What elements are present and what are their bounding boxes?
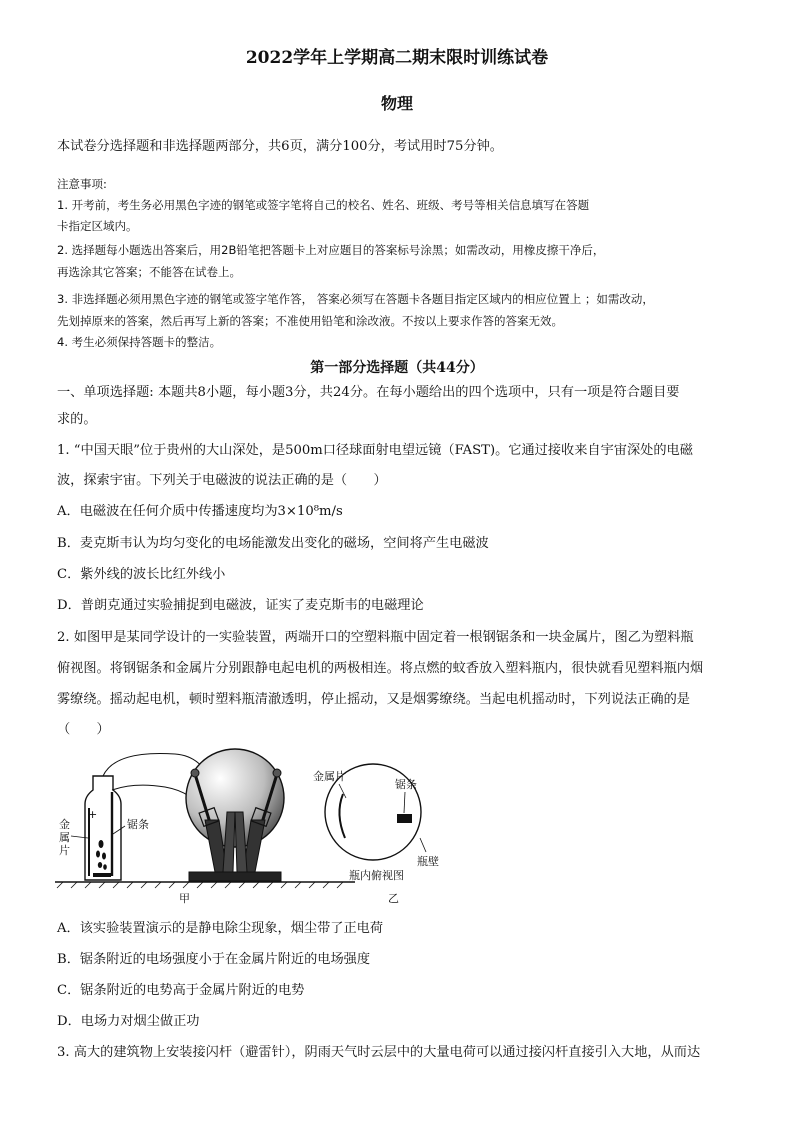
section-heading: 第一部分选择题（共44分）: [310, 360, 484, 376]
plastic-bottle: [85, 776, 121, 880]
q1-option-c: C．紫外线的波长比红外线小: [57, 567, 226, 582]
saw-leader-line: [113, 826, 125, 834]
label-top-view: 瓶内俯视图: [349, 869, 404, 882]
q3-stem: 3. 高大的建筑物上安装接闪杆（避雷针），阴雨天气时云层中的大量电荷可以通过接闪杆直接引入大地，从而达: [57, 1045, 701, 1060]
note-4: 4. 考生必须保持答题卡的整洁。: [57, 335, 222, 349]
saw-right-leader: [404, 792, 405, 813]
note-1a: 1. 开考前，考生务必用黑色字迹的钢笔或签字笔将自己的校名、姓名、班级、考号等相关信息填写在答题: [57, 198, 590, 212]
label-saw-right: 锯条: [395, 778, 417, 791]
q2-stem-2: 俯视图。将钢锯条和金属片分别跟静电起电机的两极相连。将点燃的蚊香放入塑料瓶内，很快就看见塑料瓶内烟: [57, 661, 704, 676]
exam-title: 2022学年上学期高二期末限时训练试卷: [245, 48, 549, 68]
q2-option-c: C．锯条附近的电势高于金属片附近的电势: [57, 983, 305, 998]
q1-option-b: B．麦克斯韦认为均匀变化的电场能激发出变化的磁场，空间将产生电磁波: [57, 536, 489, 551]
note-1b: 卡指定区域内。: [57, 219, 138, 233]
q2-stem-3: 雾缭绕。摇动起电机，顿时塑料瓶清澈透明，停止摇动，又是烟雾缭绕。当起电机摇动时，下列说法正确的是: [57, 692, 690, 707]
generator-base: [189, 872, 281, 881]
q2-option-d: D．电场力对烟尘做正功: [57, 1014, 200, 1029]
note-2b: 再选涂其它答案；不能答在试卷上。: [57, 265, 241, 279]
mosquito-coil-smoke: [96, 840, 107, 870]
top-view-saw-blade: [397, 814, 412, 823]
part1-instruction-cont: 求的。: [57, 412, 97, 427]
q2-option-a: A．该实验装置演示的是静电除尘现象，烟尘带了正电荷: [57, 921, 384, 936]
label-metal-char-1: 金: [59, 818, 70, 831]
exam-intro: 本试卷分选择题和非选择题两部分，共6页，满分100分，考试用时75分钟。: [57, 139, 503, 154]
label-metal-char-2: 属: [59, 831, 70, 844]
q2-option-b: B．锯条附近的电场强度小于在金属片附近的电场强度: [57, 952, 371, 967]
label-metal-right: 金属片: [313, 770, 346, 783]
part1-instruction: 一、单项选择题: 本题共8小题，每小题3分，共24分。在每小题给出的四个选项中，只有一项是符合题目要: [57, 385, 680, 400]
q1-option-a: A．电磁波在任何介质中传播速度均为3×10⁸m/s: [57, 504, 343, 519]
notes-heading: 注意事项:: [57, 177, 107, 191]
plus-sign: +: [88, 808, 98, 821]
note-2a: 2. 选择题每小题选出答案后，用2B铅笔把答题卡上对应题目的答案标号涂黑；如需改动，用橡皮擦干净后，: [57, 243, 605, 257]
q1-option-d: D．普朗克通过实验捕捉到电磁波，证实了麦克斯韦的电磁理论: [57, 598, 424, 613]
q2-stem-4: （ ）: [57, 722, 110, 737]
left-terminal-ball: [191, 769, 199, 777]
label-wall: 瓶壁: [417, 855, 439, 868]
ground-hatching: [57, 882, 343, 888]
caption-yi: 乙: [388, 892, 399, 905]
experiment-figure: [55, 742, 445, 907]
q1-stem-cont: 波，探索宇宙。下列关于电磁波的说法正确的是（ ）: [57, 473, 387, 488]
label-saw-left: 锯条: [127, 818, 149, 831]
caption-jia: 甲: [179, 892, 190, 905]
coil-base: [93, 873, 111, 877]
note-3a: 3. 非选择题必须用黑色字迹的钢笔或签字笔作答， 答案必须写在答题卡各题目指定区域内的相应位置上 ；如需改动，: [57, 292, 654, 306]
note-3b: 先划掉原来的答案，然后再写上新的答案；不准使用铅笔和涂改液。不按以上要求作答的答案无效。: [57, 314, 563, 328]
subject-title: 物理: [380, 94, 413, 113]
q1-stem: 1. “中国天眼”位于贵州的大山深处，是500m口径球面射电望远镜（FAST)。它通过接收来自宇宙深处的电磁: [57, 443, 693, 458]
label-metal-char-3: 片: [59, 844, 70, 857]
wall-leader: [420, 838, 426, 852]
q2-stem-1: 2. 如图甲是某同学设计的一实验装置，两端开口的空塑料瓶中固定着一根钢锯条和一块金属片，图乙为塑料瓶: [57, 630, 694, 645]
right-terminal-ball: [273, 769, 281, 777]
top-view-metal-plate: [339, 794, 345, 838]
